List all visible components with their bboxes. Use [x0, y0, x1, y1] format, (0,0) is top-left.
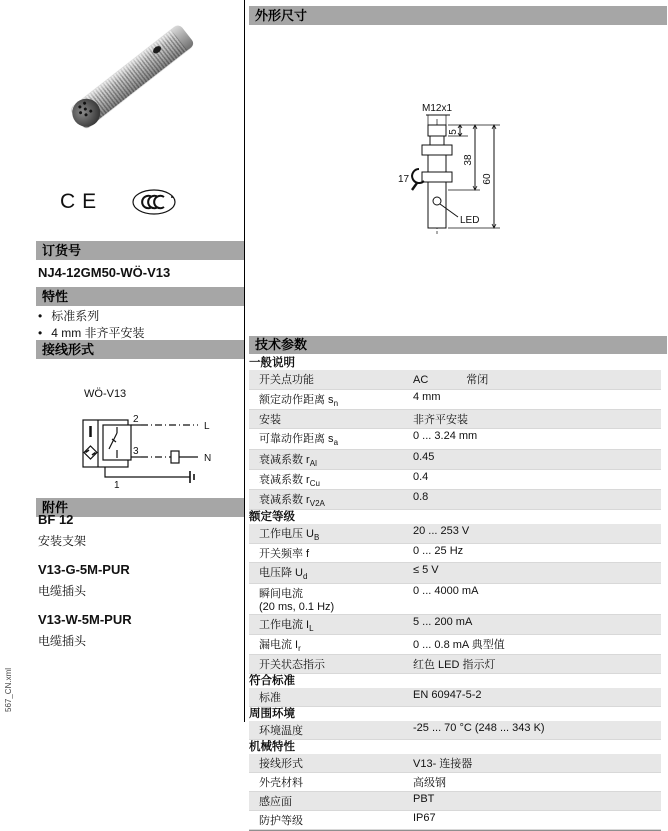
spec-label — [249, 391, 413, 408]
spec-value — [413, 411, 661, 427]
spec-value-text: 0 ... 3.24 mm — [413, 430, 478, 443]
spec-row — [249, 688, 661, 707]
feature-item: • 标准系列 — [38, 308, 145, 325]
spec-label-text: 开关频率 f — [259, 548, 310, 561]
spec-label-text: 接线形式 — [259, 757, 303, 770]
accessory-desc: 安装支架 — [38, 534, 87, 548]
technical-data-header: 技术参数 — [249, 336, 667, 354]
spec-row — [249, 584, 661, 615]
tech-section-title: 一般说明 — [249, 357, 295, 369]
spec-label — [249, 471, 413, 488]
spec-label — [249, 371, 413, 388]
spec-label-text: 瞬间电流 — [259, 587, 303, 600]
spec-value-text: IP67 — [413, 811, 436, 824]
spec-value — [413, 656, 661, 672]
product-photo — [55, 22, 205, 132]
spec-label — [249, 793, 413, 809]
spec-row — [249, 635, 661, 655]
led-label: LED — [460, 215, 480, 226]
ccc-mark-icon — [131, 188, 179, 216]
accessory-name: V13-W-5M-PUR — [38, 612, 132, 627]
spec-label-sub: d — [303, 572, 308, 582]
spec-label-sub: Cu — [309, 478, 320, 488]
spec-value — [413, 371, 661, 387]
spec-row — [249, 773, 661, 792]
spec-label — [249, 564, 413, 581]
spec-label — [249, 616, 413, 633]
spec-label-sub: L — [309, 623, 314, 633]
spec-value — [413, 793, 661, 805]
spec-label-text: 标准 — [259, 691, 281, 704]
spec-value — [413, 616, 661, 628]
spec-row — [249, 490, 661, 510]
feature-item: • 4 mm 非齐平安装 — [38, 325, 145, 342]
wire-l-label: L — [204, 421, 210, 432]
pin-3-label: 3 — [133, 446, 139, 457]
spec-value — [413, 755, 661, 771]
features-header: 特性 — [36, 287, 244, 306]
spec-label-text: 漏电流 I — [259, 638, 299, 651]
spec-label — [249, 636, 413, 653]
spec-row — [249, 370, 661, 390]
spec-value-text: 0 ... 4000 mA — [413, 584, 479, 597]
spec-row — [249, 470, 661, 490]
feature-list — [38, 308, 145, 342]
spec-row — [249, 563, 661, 583]
spec-value — [413, 525, 661, 537]
spec-row — [249, 390, 661, 410]
accessory-list — [38, 512, 132, 649]
spec-value-2: 常闭 — [466, 374, 489, 386]
spec-label — [249, 774, 413, 790]
spec-value-text: 高级钢 — [413, 776, 446, 789]
spec-value — [413, 430, 661, 442]
spec-value-text: 5 ... 200 mA — [413, 615, 473, 628]
spec-value — [413, 774, 661, 790]
spec-label — [249, 585, 413, 613]
spec-value-text: EN 60947-5-2 — [413, 688, 482, 701]
thread-size-label: M12x1 — [421, 103, 453, 114]
spec-label-text: 开关状态指示 — [259, 658, 325, 671]
wiring-diagram — [58, 400, 228, 492]
spec-value-text: PBT — [413, 792, 435, 805]
spec-label — [249, 525, 413, 542]
spec-row — [249, 754, 661, 773]
spec-value-text: 非齐平安装 — [413, 414, 468, 427]
spec-value-text: 0.45 — [413, 450, 435, 463]
spec-label-sub: a — [333, 438, 339, 448]
spec-label — [249, 755, 413, 771]
document-filename: 567_CN.xml — [4, 667, 13, 712]
dim-5-label: 5 — [448, 129, 459, 135]
spec-label-text: 感应面 — [259, 795, 292, 808]
spec-row — [249, 544, 661, 563]
tech-section-title: 机械特性 — [249, 740, 295, 753]
dimensions-header: 外形尺寸 — [249, 6, 667, 25]
sensor-cylinder-image — [70, 24, 195, 129]
spec-label — [249, 411, 413, 427]
tech-section-title: 周围环境 — [249, 707, 295, 720]
spec-label-text: 开关点功能 — [259, 374, 314, 386]
spec-value — [413, 451, 661, 463]
spec-label-text: 衰减系数 r — [259, 453, 310, 466]
spec-label — [249, 656, 413, 672]
accessory-desc: 电缆插头 — [38, 634, 87, 648]
spec-label-text: 工作电流 I — [259, 618, 310, 631]
spec-value — [413, 471, 661, 483]
spec-label — [249, 722, 413, 738]
spec-label-text: 安装 — [259, 414, 281, 427]
spec-label-text: 衰减系数 r — [259, 473, 310, 486]
spec-value-text: 0 ... 0.8 mA 典型值 — [413, 638, 505, 651]
spec-value-text: -25 ... 70 °C (248 ... 343 K) — [413, 721, 545, 734]
spec-label — [249, 545, 413, 561]
wrench-size-label: 17 — [398, 174, 410, 185]
dim-38-label: 38 — [463, 154, 474, 166]
connector-pins — [78, 111, 82, 115]
spec-row — [249, 450, 661, 470]
dim-60-label: 60 — [482, 173, 493, 185]
spec-label-sub: B — [314, 533, 320, 543]
spec-value — [413, 812, 661, 824]
spec-value — [413, 545, 661, 557]
certification-marks — [60, 188, 210, 216]
connection-type-header: 接线形式 — [36, 340, 244, 359]
spec-row — [249, 524, 661, 544]
spec-label-sub: V2A — [309, 499, 325, 509]
spec-label — [249, 430, 413, 447]
dimension-drawing — [386, 98, 561, 240]
spec-value-text: V13- 连接器 — [413, 757, 473, 770]
spec-label-sub: n — [333, 399, 339, 409]
order-number-header: 订货号 — [36, 241, 244, 260]
spec-row — [249, 429, 661, 449]
accessory-name: BF 12 — [38, 512, 74, 527]
accessories-header: 附件 — [36, 498, 244, 517]
spec-row — [249, 655, 661, 674]
spec-label — [249, 689, 413, 705]
spec-label-text: 防护等级 — [259, 814, 303, 827]
column-divider — [244, 0, 245, 722]
pin-2-label: 2 — [133, 414, 139, 425]
ce-mark-icon: CE — [60, 190, 104, 213]
spec-value-text: 4 mm — [413, 391, 441, 404]
spec-label-text: 衰减系数 r — [259, 493, 310, 506]
spec-label — [249, 451, 413, 468]
tech-section-title: 额定等级 — [249, 511, 295, 524]
technical-data-table — [249, 356, 661, 831]
spec-row — [249, 792, 661, 811]
spec-label-sub: r — [298, 643, 301, 653]
spec-value — [413, 564, 661, 576]
accessory-name: V13-G-5M-PUR — [38, 562, 130, 577]
spec-row — [249, 615, 661, 635]
spec-value — [413, 585, 661, 597]
spec-label-text: 工作电压 U — [259, 528, 314, 541]
spec-value — [413, 722, 661, 734]
spec-label-text: 可靠动作距离 s — [259, 433, 334, 446]
spec-value-text: AC — [413, 374, 429, 386]
spec-value — [413, 689, 661, 701]
spec-value-text: 0 ... 25 Hz — [413, 545, 464, 558]
order-number: NJ4-12GM50-WÖ-V13 — [38, 265, 171, 280]
spec-row — [249, 410, 661, 429]
accessory-desc: 电缆插头 — [38, 584, 87, 598]
pin-1-label: 1 — [114, 480, 120, 491]
wire-n-label: N — [204, 453, 212, 464]
spec-label — [249, 491, 413, 508]
spec-label-text: 环境温度 — [259, 724, 303, 737]
spec-label-line2: (20 ms, 0.1 Hz) — [259, 600, 335, 613]
spec-label-sub: Al — [309, 458, 317, 468]
spec-label-text: 额定动作距离 s — [259, 394, 334, 407]
spec-value-text: ≤ 5 V — [413, 564, 439, 577]
spec-value — [413, 636, 661, 652]
spec-label — [249, 812, 413, 828]
spec-row — [249, 811, 661, 830]
spec-value — [413, 491, 661, 503]
spec-value-text: 20 ... 253 V — [413, 525, 470, 538]
spec-value — [413, 391, 661, 403]
spec-label-text: 电压降 U — [259, 567, 303, 580]
spec-row — [249, 721, 661, 740]
sensor-hole — [152, 45, 163, 55]
spec-value-text: 0.8 — [413, 490, 429, 503]
spec-value-text: 0.4 — [413, 470, 429, 483]
spec-value-text: 红色 LED 指示灯 — [413, 658, 496, 671]
sensor-tip — [171, 24, 195, 51]
connector-face — [67, 93, 106, 132]
wiring-diagram-label: WÖ-V13 — [84, 388, 127, 400]
tech-section-title: 符合标准 — [249, 674, 295, 687]
spec-label-text: 外壳材料 — [259, 776, 303, 789]
